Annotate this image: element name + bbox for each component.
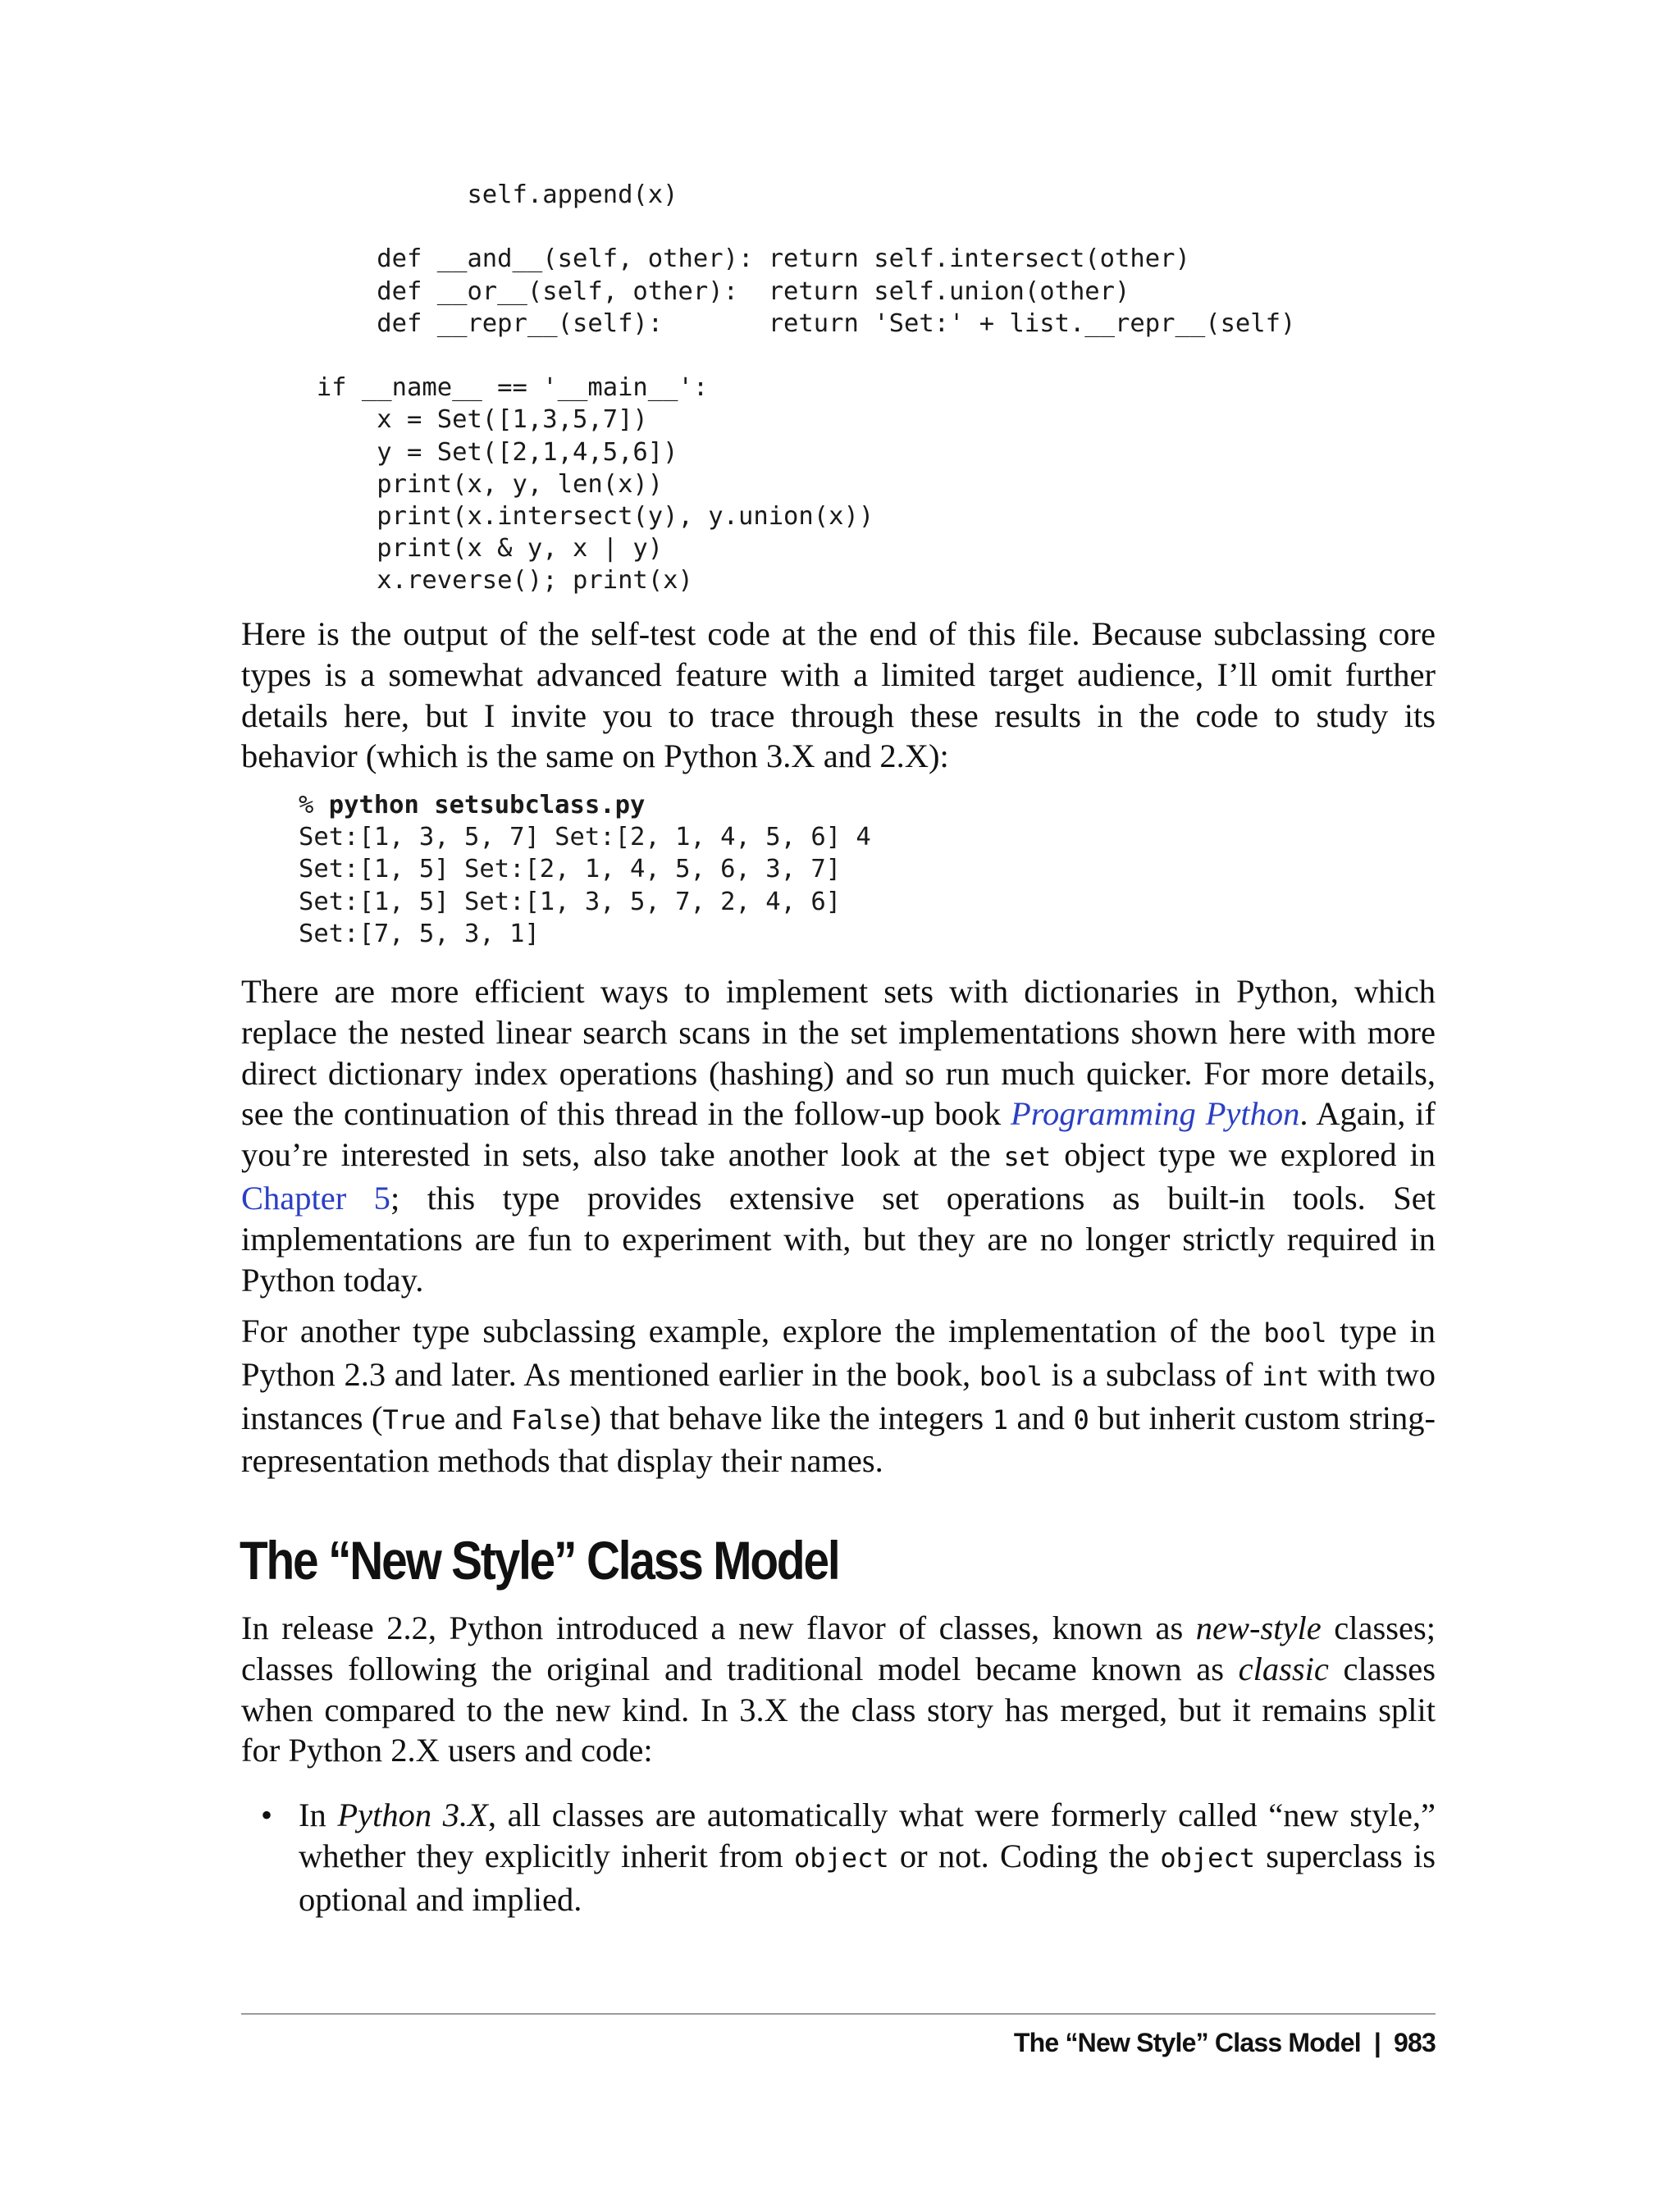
text-run: . Again, if you’re interested in sets, also take another look at the xyxy=(241,1095,1436,1174)
text-run: In xyxy=(299,1796,338,1833)
shell-prompt: % xyxy=(299,791,329,819)
page-number: 983 xyxy=(1394,2028,1436,2057)
text-run: is a subclass of xyxy=(1042,1355,1262,1393)
paragraph-bool-subclass xyxy=(241,1311,1436,1481)
text-run: There are more efficient ways to implement sets with dictionaries in Python, which replace the nested linear search scans in the set implementations shown here with more direct dictionary index operations (hashing) and so run much quicker. For more details, see the continuation of this thread in the follow-up book xyxy=(241,973,1436,1133)
emphasis-classic: classic xyxy=(1238,1650,1329,1687)
inline-code-zero: 0 xyxy=(1073,1404,1089,1436)
page-footer xyxy=(1014,2026,1436,2059)
text-run: In release 2.2, Python introduced a new flavor of classes, known as xyxy=(241,1609,1196,1646)
emphasis-python3x: Python 3.X xyxy=(337,1796,488,1833)
bullet-mark: • xyxy=(261,1796,273,1833)
emphasis-new-style: new-style xyxy=(1195,1609,1322,1646)
text-run: and xyxy=(1007,1399,1074,1436)
inline-code-object: object xyxy=(1160,1842,1255,1874)
text-run: , all classes are automatically what were formerly called “new style,” whether they explicitly inherit from xyxy=(299,1796,1436,1874)
text-run: For another type subclassing example, explore the implementation of the xyxy=(241,1312,1264,1349)
text-run: classes; classes following the original and traditional model became known as xyxy=(241,1609,1436,1687)
text-run: and xyxy=(445,1399,512,1436)
inline-code-set: set xyxy=(1003,1141,1052,1173)
paragraph-output-intro: Here is the output of the self-test code at the end of this file. Because subclassing core types is a somewhat advanced feature with a limited target audience, I’ll omit further details here, but I invite you to trace through these results in the code to study its behavior (which is the same on Python 3.X and 2.X): xyxy=(241,615,1436,775)
output-lines: Set:[1, 3, 5, 7] Set:[2, 1, 4, 5, 6] 4 Set:[1, 5] Set:[2, 1, 4, 5, 6, 3, 7] Set:[1, 5] Set:[1, 3, 5, 7, 2, 4, 6] Set:[7, 5, 3, 1] xyxy=(299,823,871,948)
inline-code-int: int xyxy=(1262,1360,1309,1392)
link-chapter-5[interactable]: Chapter 5 xyxy=(241,1179,390,1217)
footer-separator: | xyxy=(1373,2028,1381,2057)
text-run: but inherit custom string-representation methods that display their names. xyxy=(241,1399,1436,1480)
footer-rule xyxy=(241,2013,1436,2015)
inline-code-false: False xyxy=(511,1404,591,1436)
text-run: ) that behave like the integers xyxy=(590,1399,993,1436)
text-run: superclass is optional and implied. xyxy=(299,1837,1436,1918)
text-run: classes when compared to the new kind. In 3.X the class story has merged, but it remains split for Python 2.X users and code: xyxy=(241,1650,1436,1769)
paragraph-efficient-sets xyxy=(241,971,1436,1300)
inline-code-true: True xyxy=(382,1404,446,1436)
text-run: type in Python 2.3 and later. As mentioned earlier in the book, xyxy=(241,1312,1436,1393)
text-run: object type we explored in xyxy=(1051,1136,1436,1174)
text-run: ; this type provides extensive set operations as built-in tools. Set implementations are fun to experiment with, but they are no longer strictly required in Python today. xyxy=(241,1179,1436,1299)
code-listing-setsubclass: self.append(x) def __and__(self, other): return self.intersect(other) def __or__(self, other): return self.union(other) def __repr__(self): return 'Set:' + list.__repr__(self) if __name__ == '__main__': x = Set([1,3,5,7]) y = Set([2,1,4,5,6]) print(x, y, len(x)) print(x.intersect(y), y.union(x)) print(x & y, x | y) x.reverse(); print(x) xyxy=(316,180,1296,596)
paragraph-new-style-intro xyxy=(241,1608,1436,1771)
bullet-item-python3 xyxy=(299,1795,1436,1920)
shell-command: python setsubclass.py xyxy=(328,791,646,819)
section-heading: The “New Style” Class Model xyxy=(240,1530,839,1591)
footer-title: The “New Style” Class Model xyxy=(1013,2028,1361,2057)
code-output-listing xyxy=(299,789,871,950)
inline-code-bool: bool xyxy=(1263,1317,1327,1349)
text-run: or not. Coding the xyxy=(888,1837,1161,1874)
inline-code-object: object xyxy=(794,1842,889,1874)
text-run: with two instances ( xyxy=(241,1355,1436,1436)
link-programming-python[interactable]: Programming Python xyxy=(1011,1095,1300,1133)
inline-code-bool: bool xyxy=(979,1360,1043,1392)
inline-code-one: 1 xyxy=(992,1404,1008,1436)
